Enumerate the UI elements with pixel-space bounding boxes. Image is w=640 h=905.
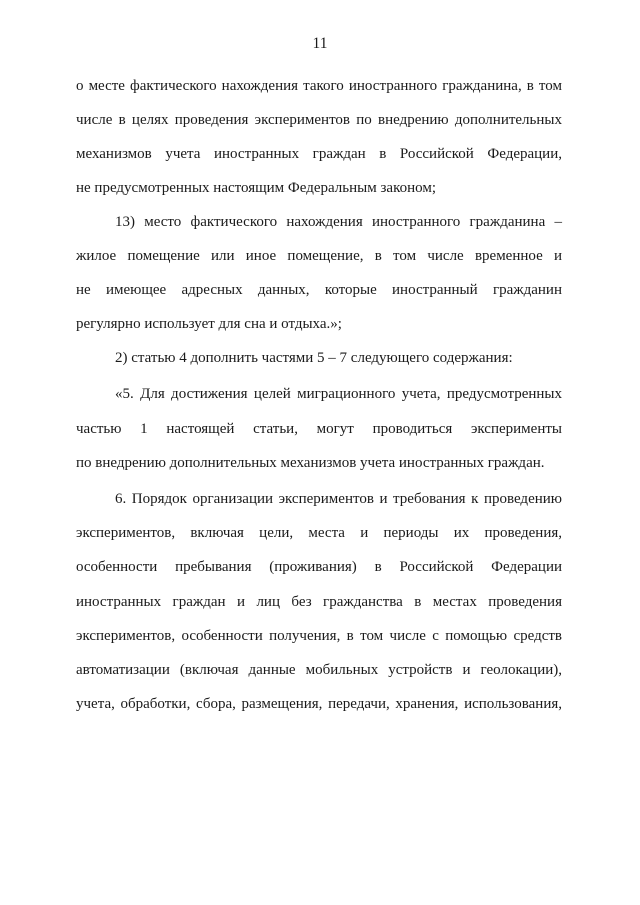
text-line: экспериментов, особенности получения, в том числе с помощью средств: [76, 628, 562, 644]
text-line: автоматизации (включая данные мобильных устройств и геолокации),: [76, 662, 562, 678]
text-line: не имеющее адресных данных, которые иностранный гражданин: [76, 282, 562, 298]
text-line: 6. Порядок организации экспериментов и требования к проведению: [115, 491, 562, 507]
text-line: учета, обработки, сбора, размещения, передачи, хранения, использования,: [76, 696, 562, 712]
text-line: регулярно использует для сна и отдыха.»;: [76, 316, 342, 332]
text-line: 13) место фактического нахождения иностранного гражданина –: [115, 214, 562, 230]
text-line: жилое помещение или иное помещение, в том числе временное и: [76, 248, 562, 264]
text-line: особенности пребывания (проживания) в Российской Федерации: [76, 559, 562, 575]
text-line: 2) статью 4 дополнить частями 5 – 7 следующего содержания:: [115, 350, 513, 366]
text-line: не предусмотренных настоящим Федеральным законом;: [76, 180, 436, 196]
text-line: числе в целях проведения экспериментов по внедрению дополнительных: [76, 112, 562, 128]
text-line: по внедрению дополнительных механизмов учета иностранных граждан.: [76, 455, 545, 471]
page-number: 11: [312, 35, 328, 52]
text-line: иностранных граждан и лиц без гражданства в местах проведения: [76, 594, 562, 610]
text-line: «5. Для достижения целей миграционного учета, предусмотренных: [115, 386, 562, 402]
text-line: о месте фактического нахождения такого иностранного гражданина, в том: [76, 78, 562, 94]
text-line: механизмов учета иностранных граждан в Российской Федерации,: [76, 146, 562, 162]
text-line: экспериментов, включая цели, места и периоды их проведения,: [76, 525, 562, 541]
text-line: частью 1 настоящей статьи, могут проводиться эксперименты: [76, 421, 562, 437]
